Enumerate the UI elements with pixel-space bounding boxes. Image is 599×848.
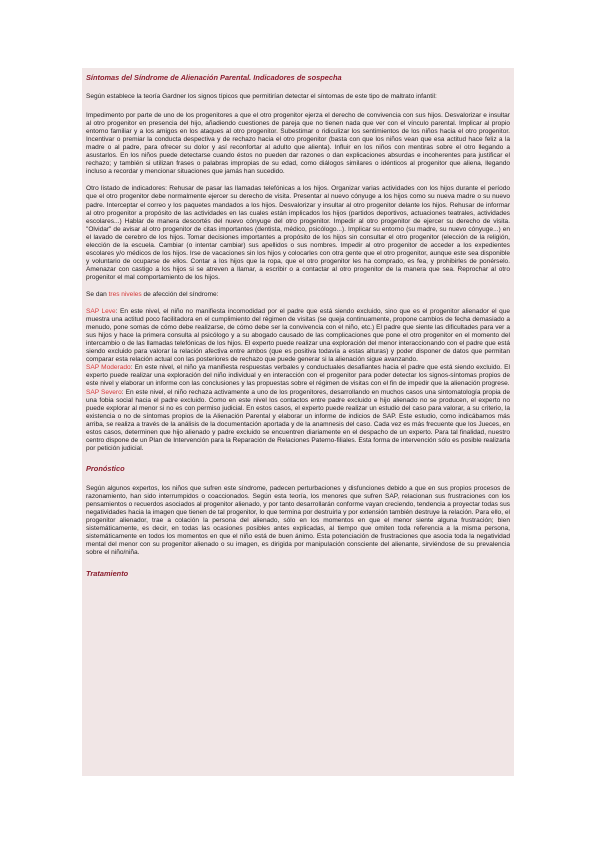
indicators-paragraph: Otro listado de indicadores: Rehusar de pasar las llamadas telefónicas a los hijos. Organizar varias actividades con los hijos durante el período que el otro progenitor debe normalmente ejercer su derecho de visita. Presentar al nuevo cónyuge a los hijos como su nueva madre o su nuevo padre. Interceptar el correo y los paquetes mandados a los hijos. Desvalorizar y insultar al otro progenitor delante los hijos. Rehusar de informar al otro progenitor a propósito de las actividades en las cuales están implicados los hijos (partidos deportivos, actuaciones teatrales, actividades escolares...) Hablar de manera descortés del nuevo cónyuge del otro progenitor. Impedir al otro progenitor de ejercer su derecho de visita. "Olvidar" de avisar al otro progenitor de citas importantes (dentista, médico, psicólogo...). Implicar su entorno (su madre, su nuevo cónyuge...) en el lavado de cerebro de los hijos. Tomar decisiones importantes a propósito de los hijos sin consultar el otro progenitor (elección de la religión, elección de la escuela. Cambiar (o intentar cambiar) sus apellidos o sus nombres. Impedir al otro progenitor de acceder a los expedientes escolares y/o médicos de los hijos. Irse de vacaciones sin los hijos y colocarles con otra gente que el otro progenitor, aunque este sea disponible y voluntario de ocuparse de ellos. Contar a los hijos que la ropa, que el otro progenitor les ha comprado, es fea, y prohibirles de ponérselo. Amenazar con castigo a los hijos si se atreven a llamar, a escribir o a contactar al otro progenitor de la manera que sea. Reprochar al otro progenitor el mal comportamiento de los hijos. bbox=[86, 185, 510, 281]
sap-leve-text: : En este nivel, el niño no manifiesta incomodidad por el padre que está siendo excluido, sino que es el progenitor alienador el que muestra una actitud poco facilitadora en el cumplimiento del régimen de visitas (se queja continuamente, propone cambios de fecha demasiado a menudo, pone somas de cómo debe realizarse, de cómo debe ser la convivencia con el niño, etc.) El padre que siente las dificultades para ver a sus hijos y hace la primera consulta al psicólogo y a su abogado causado de las complicaciones que pone el otro progenitor en el momento del intercambio o de las llamadas telefónicas de los hijos. El experto puede realizar una exploración del menor interaccionando con el padre que está siendo excluido para valorar la relación afectiva entre ambos (que es positiva todavía a estas alturas) y poder disponer de datos que permitan comparar esta relación actual con las posteriores de rechazo que puede generar si la alienación sigue avanzando. bbox=[86, 308, 510, 364]
sap-moderado-text: : En este nivel, el niño ya manifiesta respuestas verbales y conductuales desafiantes hacia el padre que está siendo excluido. El experto puede realizar una exploración del niño individual y en interacción con el progenitor para poder detectar los signos-síntomas propios de este nivel y elaborar un informe con las conclusiones y las propuestas sobre el régimen de visitas con el fin de impedir que la alienación progrese. bbox=[86, 364, 510, 388]
sap-leve-paragraph bbox=[86, 308, 510, 364]
levels-highlight: tres niveles bbox=[108, 290, 142, 298]
sap-severo-text: : En este nivel, el niño rechaza activamente a uno de los progenitores, desarrollando en muchos casos una sintomatología propia de una fobia social hacia el padre excluido. Como en este nivel los contactos entre padre excluido e hijo alienado no se producen, el experto no puede explorar al menor si no es con permiso judicial. En estos casos, el experto puede realizar un estudio del caso para valorar, a su criterio, la existencia o no de síntomas propios de la Alienación Parental y elaborar un informe de indicios de SAP. Este estudio, como indicábamos más arriba, se realiza a través de la análisis de la documentación aportada y de la anamnesis del caso. Cada vez es más frecuente que los Jueces, en estos casos, determinen que hijo alienado y padre excluido se encuentren diariamente en el despacho de un experto. Para tal finalidad, nuestro centro dispone de un Plan de Intervención para la Reparación de Relaciones Paterno-filiales. Esta forma de intervención sólo es posible realizarla por petición judicial. bbox=[86, 388, 510, 452]
sap-leve-label: SAP Leve bbox=[86, 308, 116, 316]
intro-paragraph: Según establece la teoría Gardner los signos típicos que permitirían detectar el síntomas de este tipo de maltrato infantil: bbox=[86, 93, 437, 100]
levels-intro-paragraph bbox=[86, 291, 510, 299]
levels-intro-suffix: de afección del síndrome: bbox=[141, 290, 219, 298]
article-body bbox=[82, 68, 514, 776]
section-heading-tratamiento: Tratamiento bbox=[86, 569, 129, 579]
sap-severo-paragraph bbox=[86, 389, 510, 453]
sap-severo-label: SAP Severo bbox=[86, 388, 122, 396]
sap-moderado-label: SAP Moderado bbox=[86, 364, 131, 372]
pronostico-paragraph: Según algunos expertos, los niños que sufren este síndrome, padecen perturbaciones y disfunciones debido a que en sus propios procesos de razonamiento, han sido interrumpidos o coaccionados. Según esta teoría, los menores que sufren SAP, relacionan sus frustraciones con los pensamientos o recuerdos asociados al progenitor alienado, y por tanto desarrollarán conforme vayan creciendo, tendencia a proyectar todas sus negatividades hacia la imagen que tienen de tal progenitor, lo que termina por destruirla y por extensión también destruye la relación. Para ello, el progenitor alienador, trae a colación la persona del alienado, sólo en los momentos en que el menor siente alguna frustración; bien sistemáticamente, es decir, en todas las ocasiones posibles antes explicadas, al tiempo que omiten toda referencia a la misma persona, sistemáticamente en todos los momentos en que el niño está de buen ánimo. Esta potenciación de frustraciones que asocia toda la negatividad mental del menor con su progenitor alienado o su imagen, es dirigida por manipulación consciente del alienante, sirviéndose de su prevalencia sobre el niño/niña. bbox=[86, 484, 510, 557]
section-heading-sintomas: Síntomas del Síndrome de Alienación Parental. Indicadores de sospecha bbox=[86, 73, 342, 82]
section-heading-pronostico: Pronóstico bbox=[86, 463, 125, 473]
levels-intro-prefix: Se dan bbox=[86, 290, 109, 298]
sap-moderado-paragraph bbox=[86, 364, 510, 388]
impedimento-paragraph: Impedimento por parte de uno de los progenitores a que el otro progenitor ejerza el derecho de convivencia con sus hijos. Desvalorizar e insultar al otro progenitor en presencia del hijo, añadiendo cuestiones de pareja que no tienen nada que ver con el vínculo parental. Implicar al propio entorno familiar y a los amigos en los ataques al otro progenitor. Subestimar o ridiculizar los sentimientos de los niños hacia el otro progenitor. Incentivar o premiar la conducta despectiva y de rechazo hacia el otro progenitor (basta con que los niños vean que esa actitud hace feliz a la madre o al padre, para ofrecer su dolor y así reconfortar al adulto que alienta). Influir en los niños con mentiras sobre el otro llegando a asustarlos. En los niños puede detectarse cuando éstos no pueden dar razones o dan explicaciones absurdas e incoherentes para justificar el rechazo; y también si utilizan frases o palabras impropias de su edad, como diálogos similares o idénticos al progenitor que aliena, llegando incluso a recordar y mencionar situaciones que jamás han sucedido. bbox=[86, 112, 510, 176]
